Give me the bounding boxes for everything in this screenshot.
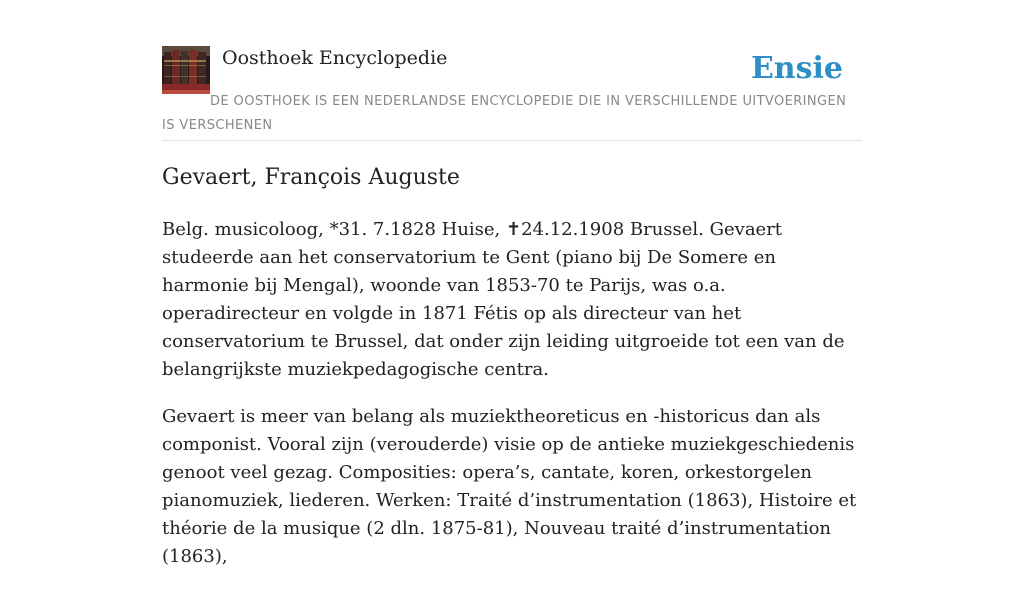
article-body — [162, 216, 862, 590]
brand-logo[interactable]: Ensie — [750, 51, 843, 86]
page — [162, 0, 862, 567]
site-name[interactable]: Oosthoek Encyclopedie — [222, 47, 448, 69]
site-avatar[interactable] — [162, 46, 210, 94]
article-paragraph: Gevaert is meer van belang als muziektheoreticus en -historicus dan als componist. Vooral zijn (verouderde) visie op de antieke muziekgeschiedenis genoot veel gezag. Composities: opera’s, cantate, koren, orkestorgelen pianomuziek, liederen. Werken: Traité d’instrumentation (1863), Histoire et théorie de la musique (2 dln. 1875-81), Nouveau traité d’instrumentation (1863), — [162, 406, 857, 567]
site-tagline: DE OOSTHOEK IS EEN NEDERLANDSE ENCYCLOPEDIE DIE IN VERSCHILLENDE UITVOERINGEN IS VERSCHENEN — [162, 94, 847, 133]
site-header — [162, 46, 862, 141]
article-title: Gevaert, François Auguste — [162, 165, 460, 190]
encyclopedia-books-icon — [162, 46, 210, 94]
article-paragraph: Belg. musicoloog, *31. 7.1828 Huise, ✝24.12.1908 Brussel. Gevaert studeerde aan het conservatorium te Gent (piano bij De Somere en harmonie bij Mengal), woonde van 1853-70 te Parijs, was o.a. operadirecteur en volgde in 1871 Fétis op als directeur van het conservatorium te Brussel, dat onder zijn leiding uitgroeide tot een van de belangrijkste muziekpedagogische centra. — [162, 219, 845, 380]
